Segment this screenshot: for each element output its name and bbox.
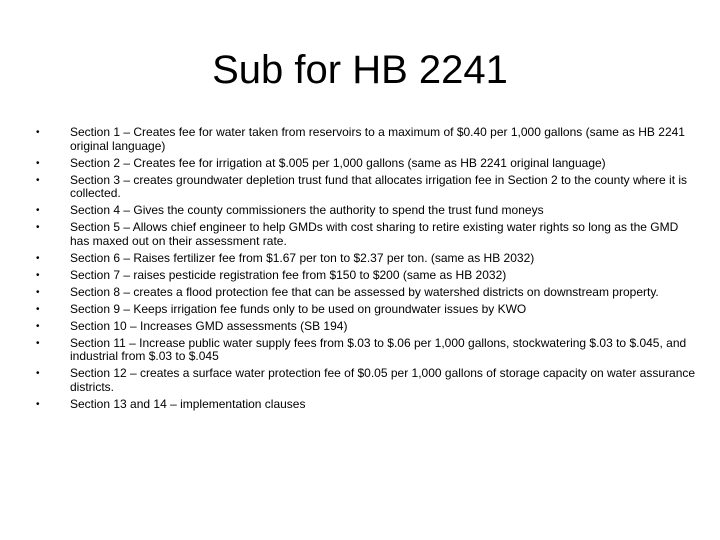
bullet-dot: • bbox=[36, 222, 40, 234]
bullet-text: Section 11 – Increase public water supply fees from $.03 to $.06 per 1,000 gallons, stockwatering $.03 to $.045, and industrial from $.03 to $.045 bbox=[70, 335, 687, 364]
bullet-dot: • bbox=[36, 368, 40, 380]
bullet-item bbox=[36, 337, 696, 364]
bullet-text: Section 7 – raises pesticide registration fee from $150 to $200 (same as HB 2032) bbox=[70, 267, 507, 282]
bullet-list bbox=[36, 126, 696, 415]
bullet-text: Section 12 – creates a surface water protection fee of $0.05 per 1,000 gallons of storage capacity on water assurance districts. bbox=[70, 366, 696, 394]
bullet-dot: • bbox=[36, 398, 40, 410]
bullet-text: Section 2 – Creates fee for irrigation at $.005 per 1,000 gallons (same as HB 2241 original language) bbox=[70, 155, 606, 170]
bullet-dot: • bbox=[36, 157, 40, 169]
bullet-text: Section 9 – Keeps irrigation fee funds only to be used on groundwater issues by KWO bbox=[70, 301, 527, 316]
bullet-item bbox=[36, 204, 696, 218]
bullet-dot: • bbox=[36, 127, 40, 138]
bullet-text: Section 3 – creates groundwater depletion trust fund that allocates irrigation fee in Section 2 to the county where it is collected. bbox=[70, 172, 688, 201]
bullet-dot: • bbox=[36, 303, 40, 315]
bullet-item bbox=[36, 286, 696, 300]
bullet-dot: • bbox=[36, 205, 40, 217]
bullet-text: Section 5 – Allows chief engineer to help GMDs with cost sharing to retire existing water rights so long as the GMD has maxed out on their assessment rate. bbox=[70, 220, 679, 248]
bullet-item bbox=[36, 269, 696, 283]
bullet-item bbox=[36, 303, 696, 317]
bullet-item bbox=[36, 320, 696, 334]
bullet-dot: • bbox=[36, 320, 40, 332]
bullet-dot: • bbox=[36, 252, 40, 264]
bullet-item bbox=[36, 252, 696, 266]
bullet-text: Section 10 – Increases GMD assessments (SB 194) bbox=[70, 318, 348, 333]
bullet-text: Section 1 – Creates fee for water taken from reservoirs to a maximum of $0.40 per 1,000 gallons (same as HB 2241 original language) bbox=[70, 125, 685, 153]
bullet-item bbox=[36, 174, 696, 201]
bullet-item bbox=[36, 157, 696, 171]
bullet-text: Section 13 and 14 – implementation clauses bbox=[70, 396, 306, 411]
bullet-text: Section 6 – Raises fertilizer fee from $1.67 per ton to $2.37 per ton. (same as HB 2032) bbox=[70, 250, 535, 265]
bullet-item bbox=[36, 126, 696, 153]
bullet-dot: • bbox=[36, 174, 40, 186]
bullet-item bbox=[36, 367, 696, 394]
bullet-item bbox=[36, 221, 696, 248]
bullet-dot: • bbox=[36, 286, 40, 298]
bullet-text: Section 8 – creates a flood protection fee that can be assessed by watershed districts on downstream property. bbox=[70, 284, 659, 299]
bullet-dot: • bbox=[36, 269, 40, 281]
bullet-text: Section 4 – Gives the county commissioners the authority to spend the trust fund moneys bbox=[70, 203, 544, 218]
bullet-item bbox=[36, 398, 696, 412]
slide-title: Sub for HB 2241 bbox=[212, 48, 508, 92]
bullet-dot: • bbox=[36, 337, 40, 349]
